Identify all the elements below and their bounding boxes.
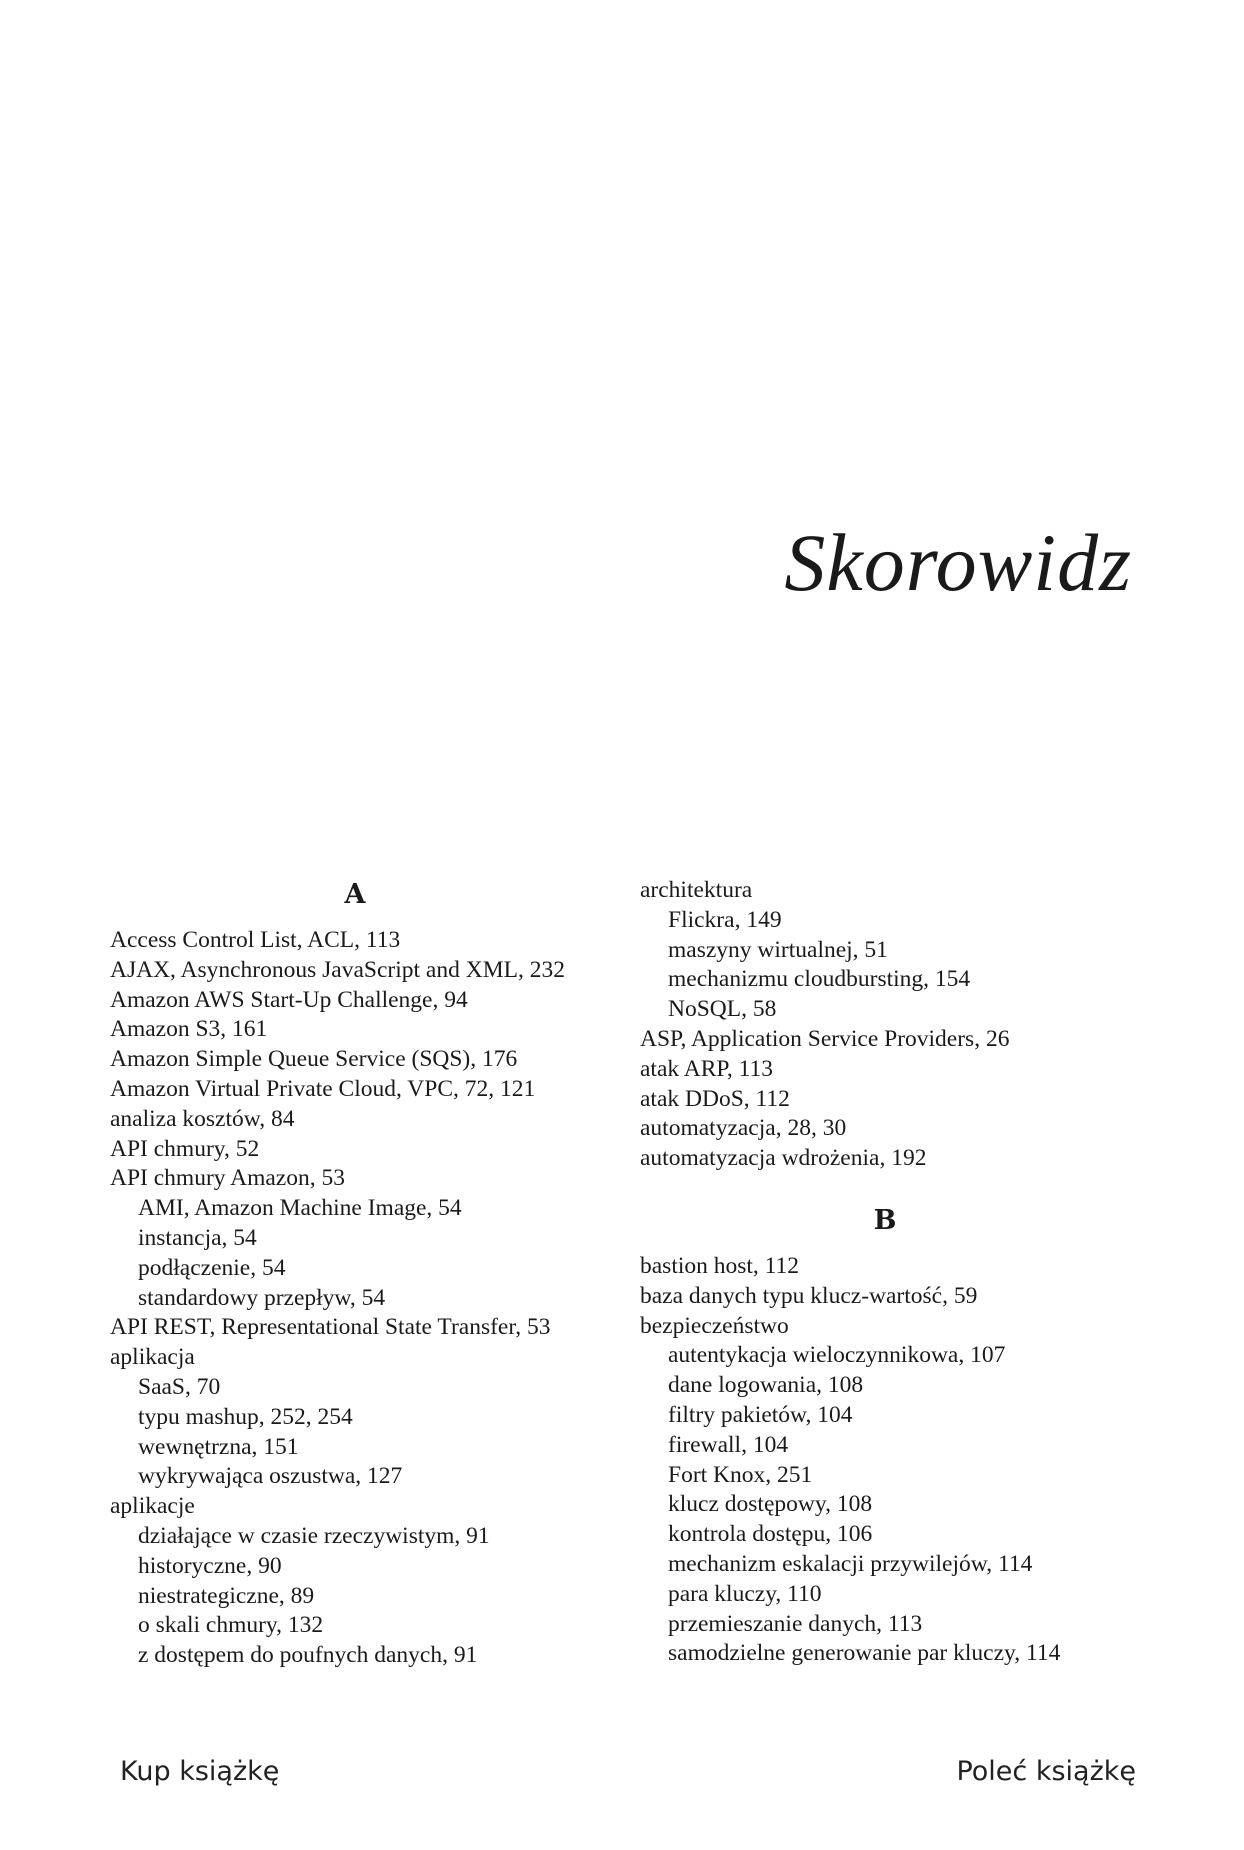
index-subentry: z dostępem do poufnych danych, 91 [138,1642,478,1669]
index-section-letter: A [344,879,366,910]
buy-book-link[interactable]: Kup książkę [120,1756,280,1787]
index-section-letter: B [873,1204,897,1236]
index-entry: API REST, Representational State Transfer, 53 [110,1314,551,1341]
index-subentry: podłączenie, 54 [138,1254,286,1281]
index-subentry: para kluczy, 110 [668,1580,822,1607]
index-entry: aplikacje [110,1493,195,1520]
page-title: Skorowidz [784,517,1132,608]
index-subentry: samodzielne generowanie par kluczy, 114 [668,1640,1061,1667]
index-entry: aplikacja [110,1344,195,1371]
index-entry: API chmury, 52 [110,1135,260,1162]
index-subentry: autentykacja wieloczynnikowa, 107 [668,1342,1006,1369]
index-subentry: typu mashup, 252, 254 [138,1403,353,1430]
index-entry: atak ARP, 113 [640,1055,773,1082]
index-entry: Amazon AWS Start-Up Challenge, 94 [110,986,468,1013]
index-entry: Access Control List, ACL, 113 [110,927,401,953]
index-entry: atak DDoS, 112 [640,1085,790,1112]
index-subentry: dane logowania, 108 [668,1372,864,1399]
index-entry: ASP, Application Service Providers, 26 [640,1025,1010,1052]
index-column-left [110,880,600,1671]
index-entry: AJAX, Asynchronous JavaScript and XML, 232 [110,956,565,983]
index-subentry: historyczne, 90 [138,1552,282,1579]
index-subentry: o skali chmury, 132 [138,1612,324,1639]
index-subentry: klucz dostępowy, 108 [668,1491,873,1518]
index-entry: Amazon Simple Queue Service (SQS), 176 [110,1046,518,1073]
index-entry: Amazon S3, 161 [110,1016,268,1043]
index-entry: bastion host, 112 [640,1252,800,1279]
index-entry: analiza kosztów, 84 [110,1105,295,1132]
index-subentry: niestrategiczne, 89 [138,1582,315,1609]
index-entry: API chmury Amazon, 53 [110,1165,345,1192]
index-subentry: filtry pakietów, 104 [668,1401,853,1428]
index-subentry: przemieszanie danych, 113 [668,1610,923,1637]
index-entry: baza danych typu klucz-wartość, 59 [640,1282,978,1309]
index-subentry: SaaS, 70 [138,1373,221,1400]
index-subentry: firewall, 104 [668,1431,789,1458]
index-subentry: NoSQL, 58 [668,996,777,1023]
index-subentry: maszyny wirtualnej, 51 [668,936,888,963]
index-column-right [640,876,1130,1669]
index-entry: automatyzacja, 28, 30 [640,1115,847,1142]
index-subentry: Fort Knox, 251 [668,1461,813,1488]
index-subentry: kontrola dostępu, 106 [668,1521,873,1548]
index-entry: architektura [640,877,753,903]
index-entry: bezpieczeństwo [640,1312,789,1339]
index-subentry: wykrywająca oszustwa, 127 [138,1463,403,1490]
index-subentry: AMI, Amazon Machine Image, 54 [138,1195,462,1222]
index-subentry: mechanizmu cloudbursting, 154 [668,966,971,993]
index-subentry: mechanizm eskalacji przywilejów, 114 [668,1550,1033,1577]
recommend-book-link[interactable]: Poleć książkę [956,1756,1136,1787]
index-entry: automatyzacja wdrożenia, 192 [640,1145,927,1172]
index-entry: Amazon Virtual Private Cloud, VPC, 72, 121 [110,1075,536,1102]
index-subentry: wewnętrzna, 151 [138,1433,299,1460]
index-subentry: Flickra, 149 [668,906,782,933]
index-subentry: standardowy przepływ, 54 [138,1284,386,1311]
index-subentry: działające w czasie rzeczywistym, 91 [138,1522,490,1549]
index-subentry: instancja, 54 [138,1224,257,1251]
